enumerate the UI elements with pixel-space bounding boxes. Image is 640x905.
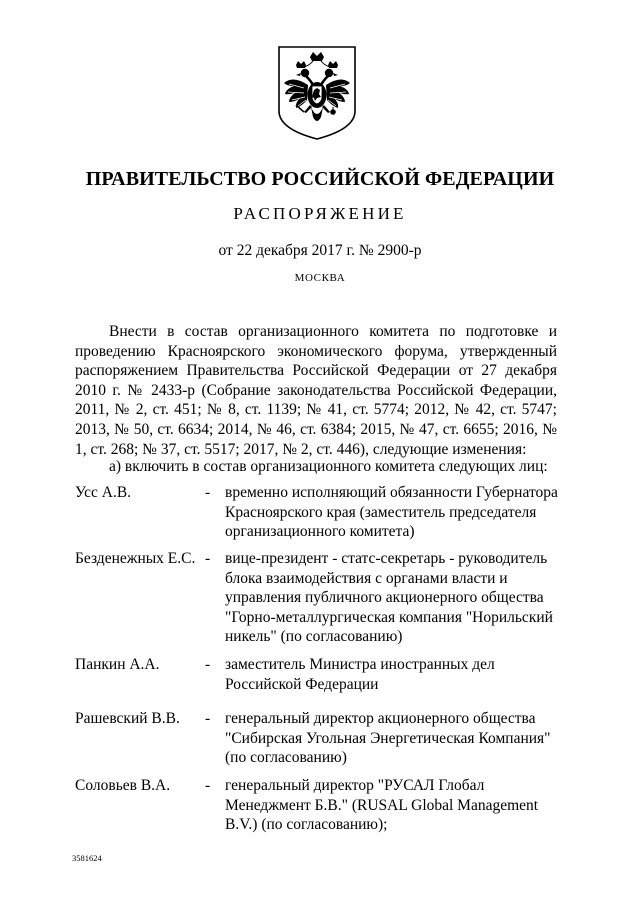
member-position-line: генеральный директор акционерного общества	[225, 710, 536, 727]
member-position-line: временно исполняющий обязанности Губернатора	[225, 484, 558, 501]
member-position-line: блока взаимодействия с органами власти и	[225, 569, 508, 587]
member-position-line: управления публичного акционерного общества	[225, 589, 544, 606]
member-position-line: "Сибирская Угольная Энергетическая Компания"	[225, 729, 551, 747]
member-name: Усс А.В.	[75, 484, 132, 501]
coat-of-arms-icon	[277, 45, 357, 141]
member-dash: -	[205, 550, 211, 567]
member-position-line: B.V.) (по согласованию);	[225, 816, 388, 833]
document-type: РАСПОРЯЖЕНИЕ	[233, 204, 407, 223]
member-dash: -	[205, 710, 211, 727]
item-a-paragraph: а) включить в состав организационного комитета следующих лиц:	[109, 458, 548, 475]
member-position-line: Красноярского края (заместитель председателя	[225, 503, 537, 521]
intro-paragraph: Внести в состав организационного комитета по подготовке и проведению Красноярского экономического форума, утвержденный распоряжением Правительства Российской Федерации от 27 декабря 2010 г. № 2433-р (Собрание законодательства Российской Федерации, 2011, № 2, ст. 451; № 8, ст. 1139; № 41, ст. 5774; 2012, № 42, ст. 5747; 2013, № 50, ст. 6634; 2014, № 46, ст. 6384; 2015, № 47, ст. 6655; 2016, № 1, ст. 268; № 37, ст. 5517; 2017, № 2, ст. 446), следующие изменения:	[75, 323, 557, 458]
member-position-line: Менеджмент Б.В." (RUSAL Global Management	[225, 796, 539, 814]
member-position-line: организационного комитета)	[225, 523, 415, 540]
member-position-line: никель" (по согласованию)	[225, 628, 403, 645]
member-dash: -	[205, 777, 211, 794]
document-code: 3581624	[72, 853, 102, 863]
member-dash: -	[205, 484, 211, 501]
member-position	[225, 655, 565, 694]
document-date-number: от 22 декабря 2017 г. № 2900-р	[218, 242, 422, 259]
member-name: Панкин А.А.	[75, 656, 160, 673]
government-title: ПРАВИТЕЛЬСТВО РОССИЙСКОЙ ФЕДЕРАЦИИ	[85, 168, 555, 190]
member-name: Безденежных Е.С.	[75, 550, 196, 567]
member-name: Соловьев В.А.	[75, 777, 171, 794]
member-position-line: вице-президент - статс-секретарь - руководитель	[225, 550, 548, 567]
member-position	[225, 709, 565, 768]
member-position-line: заместитель Министра иностранных дел	[225, 656, 495, 673]
member-position	[225, 483, 565, 542]
member-position	[225, 776, 565, 835]
member-dash: -	[205, 656, 211, 673]
member-position-line: генеральный директор "РУСАЛ Глобал	[225, 777, 485, 794]
member-position-line: (по согласованию)	[225, 749, 347, 766]
member-position-line: Российской Федерации	[225, 675, 379, 693]
member-name: Рашевский В.В.	[75, 710, 180, 727]
document-city: МОСКВА	[294, 272, 346, 284]
member-position-line: "Горно-металлургическая компания "Норильский	[225, 608, 553, 626]
member-position	[225, 549, 565, 647]
